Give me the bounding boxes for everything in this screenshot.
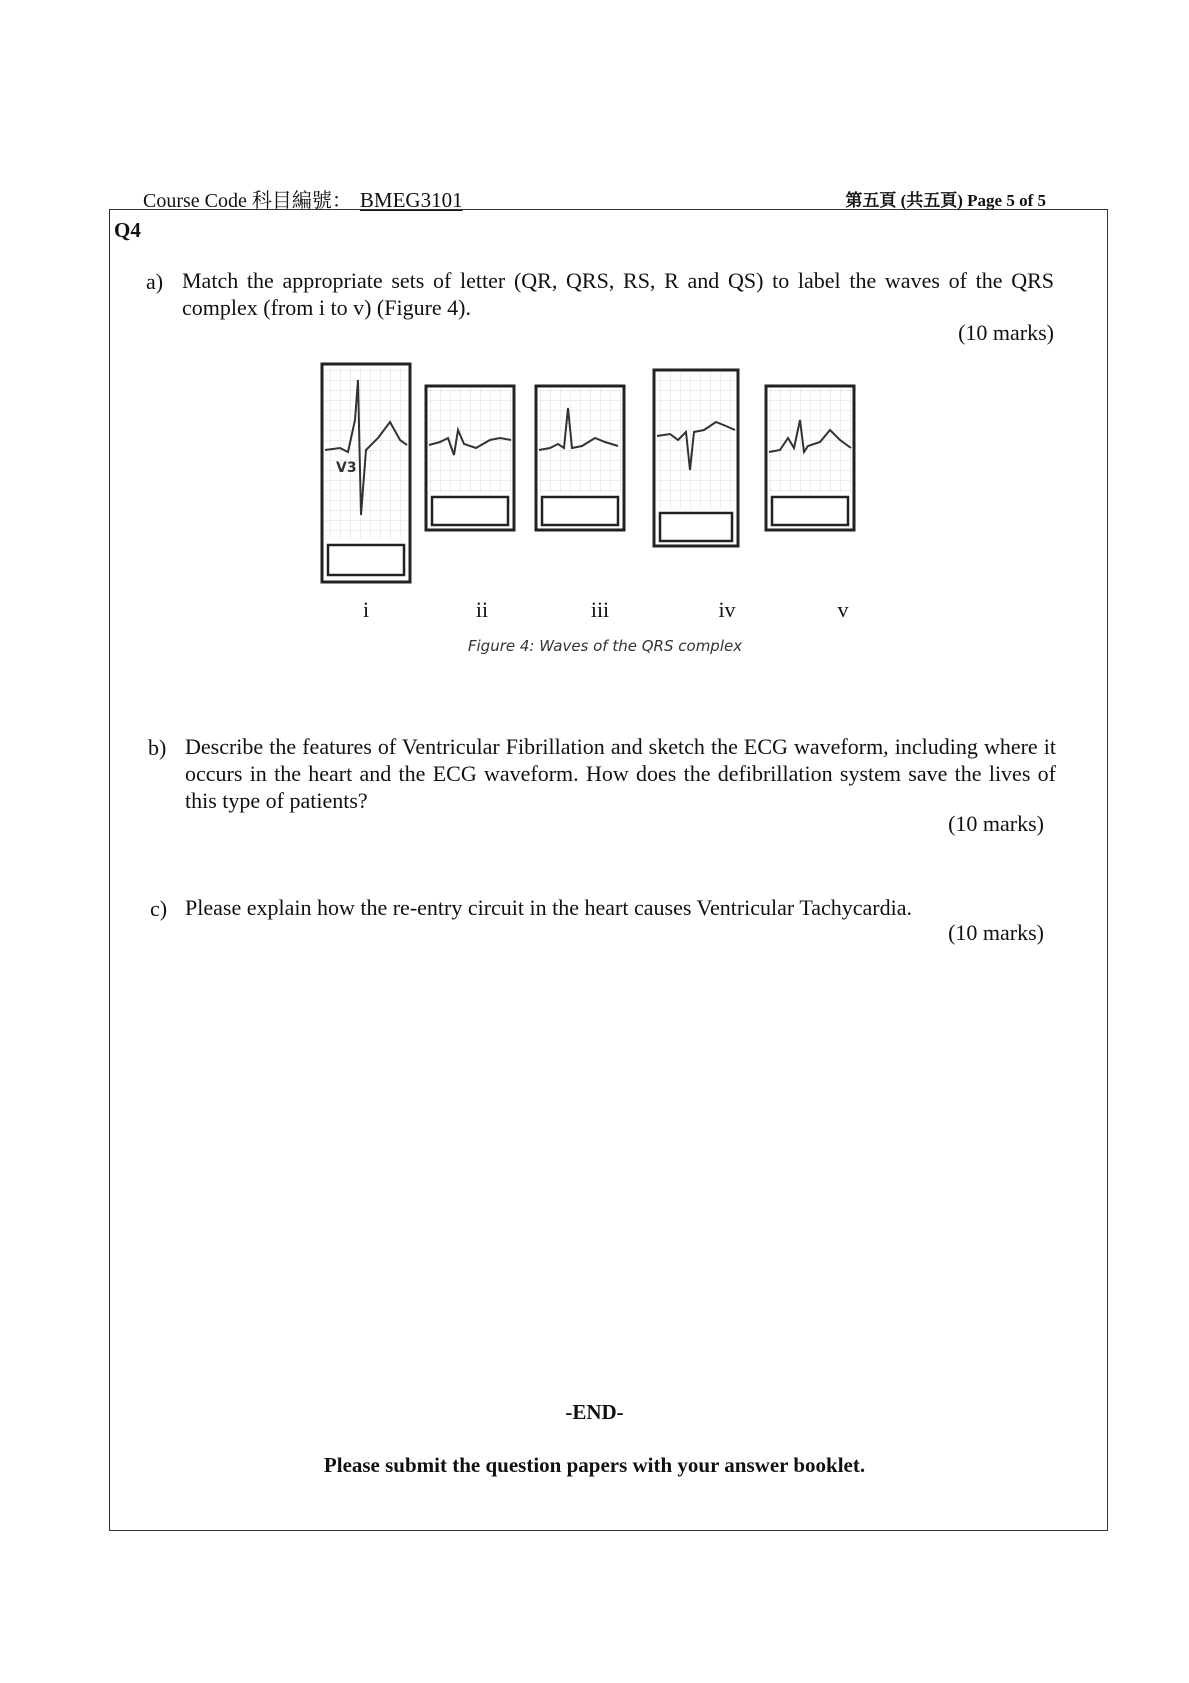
ecg-panel-v xyxy=(766,386,854,530)
panel-label-v: v xyxy=(837,597,849,622)
part-b-marks: (10 marks) xyxy=(948,811,1044,836)
course-code-value: BMEG3101 xyxy=(359,188,463,212)
course-code-label: Course Code 科目編號： xyxy=(143,190,352,212)
part-b-text: Describe the features of Ventricular Fibrillation and sketch the ECG waveform, including where it occurs in the heart and the ECG waveform. How does the defibrillation system save the lives of this type of patients? xyxy=(185,734,1056,813)
submit-note: Please submit the question papers with your answer booklet. xyxy=(323,1453,866,1477)
end-marker: -END- xyxy=(565,1400,624,1424)
part-c-marks: (10 marks) xyxy=(948,920,1044,945)
panel-label-i: i xyxy=(362,597,370,622)
panel-label-ii: ii xyxy=(475,597,489,622)
part-c-label: c) xyxy=(150,896,168,921)
part-b-label: b) xyxy=(148,735,167,760)
figure-caption: Figure 4: Waves of the QRS complex xyxy=(467,637,743,655)
ecg-panel-iv xyxy=(654,370,738,546)
part-a-text: Match the appropriate sets of letter (QR, QRS, RS, R and QS) to label the waves of the QRS complex (from i to v) (Figure 4). xyxy=(182,268,1054,320)
part-a-marks: (10 marks) xyxy=(958,320,1054,345)
panel-label-iv: iv xyxy=(718,597,736,622)
question-number: Q4 xyxy=(114,218,141,242)
ecg-panel-iii xyxy=(536,386,624,530)
ecg-panel-i xyxy=(322,364,410,582)
panel-label-iii: iii xyxy=(590,597,610,622)
ecg-panel-ii xyxy=(426,386,514,530)
page-number: 第五頁 (共五頁) Page 5 of 5 xyxy=(845,191,1046,210)
part-a-label: a) xyxy=(146,269,164,294)
lead-v3-label: V3 xyxy=(336,460,357,476)
part-c-text: Please explain how the re-entry circuit in the heart causes Ventricular Tachycardia. xyxy=(185,895,913,920)
